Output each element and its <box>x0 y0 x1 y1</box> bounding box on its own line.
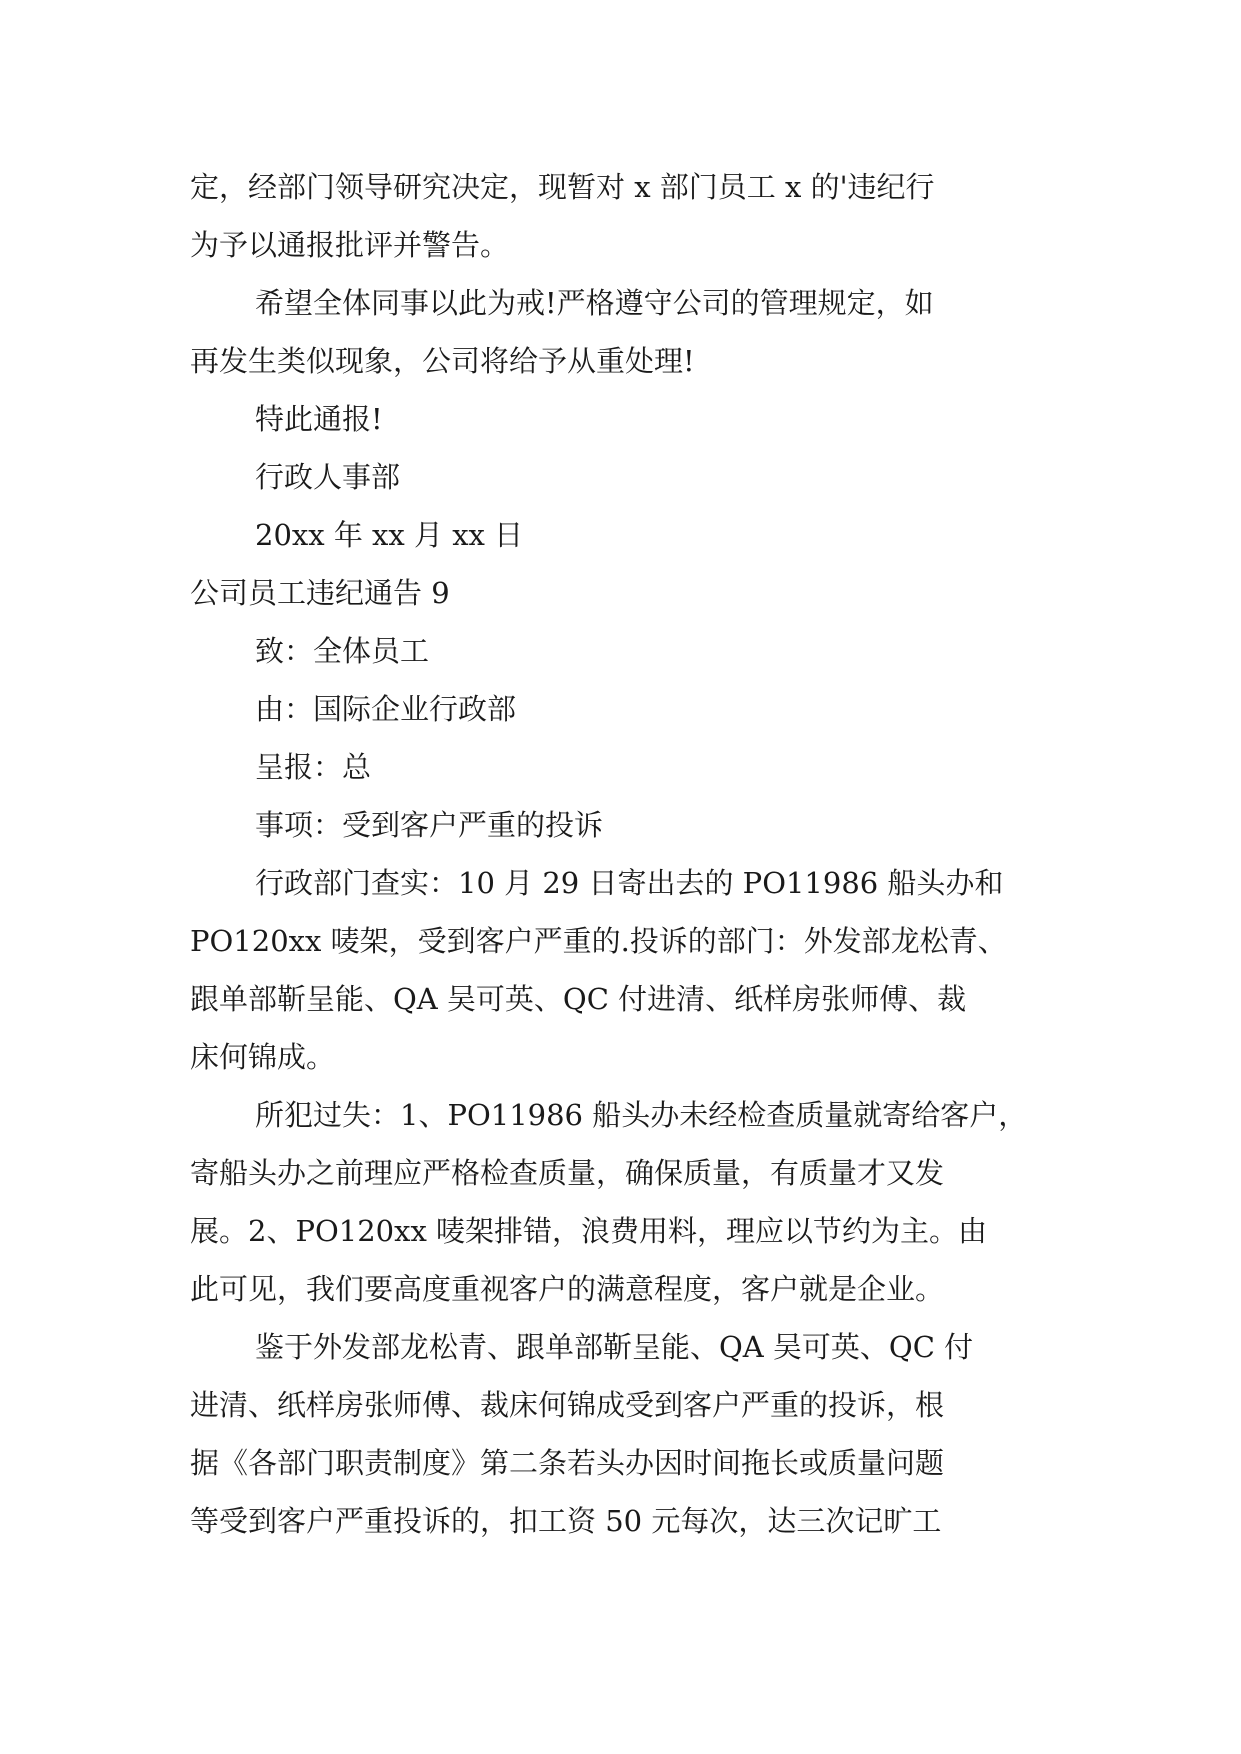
section-heading: 公司员工违纪通告 9 <box>190 576 450 610</box>
body-line: 行政部门查实：10 月 29 日寄出去的 PO11986 船头办和 <box>255 866 1004 900</box>
body-line: 展。2、PO120xx 唛架排错，浪费用料，理应以节约为主。由 <box>190 1214 988 1248</box>
document-body <box>190 158 1050 1550</box>
signature-department: 行政人事部 <box>255 460 401 494</box>
body-line: 鉴于外发部龙松青、跟单部靳呈能、QA 吴可英、QC 付 <box>255 1330 974 1364</box>
body-line: 跟单部靳呈能、QA 吴可英、QC 付进清、纸样房张师傅、裁 <box>190 982 967 1016</box>
memo-subject: 事项：受到客户严重的投诉 <box>255 808 604 842</box>
memo-from: 由：国际企业行政部 <box>255 692 517 726</box>
body-line: PO120xx 唛架，受到客户严重的.投诉的部门：外发部龙松青、 <box>190 924 1007 958</box>
body-line: 所犯过失：1、PO11986 船头办未经检查质量就寄给客户， <box>255 1098 1028 1132</box>
body-line: 寄船头办之前理应严格检查质量，确保质量，有质量才又发 <box>190 1156 945 1190</box>
body-line: 等受到客户严重投诉的，扣工资 50 元每次，达三次记旷工 <box>190 1504 942 1538</box>
body-line: 希望全体同事以此为戒!严格遵守公司的管理规定，如 <box>255 286 934 320</box>
memo-to: 致：全体员工 <box>255 634 430 668</box>
signature-date: 20xx 年 xx 月 xx 日 <box>255 518 524 552</box>
closing-line: 特此通报! <box>255 402 383 436</box>
body-line: 为予以通报批评并警告。 <box>190 228 510 262</box>
body-line: 进清、纸样房张师傅、裁床何锦成受到客户严重的投诉，根 <box>190 1388 945 1422</box>
body-line: 床何锦成。 <box>190 1040 336 1074</box>
body-line: 据《各部门职责制度》第二条若头办因时间拖长或质量问题 <box>190 1446 945 1480</box>
body-line: 此可见，我们要高度重视客户的满意程度，客户就是企业。 <box>190 1272 945 1306</box>
body-line: 再发生类似现象，公司将给予从重处理! <box>190 344 695 378</box>
body-line: 定，经部门领导研究决定，现暂对 x 部门员工 x 的'违纪行 <box>190 170 935 204</box>
memo-report-to: 呈报：总 <box>255 750 372 784</box>
